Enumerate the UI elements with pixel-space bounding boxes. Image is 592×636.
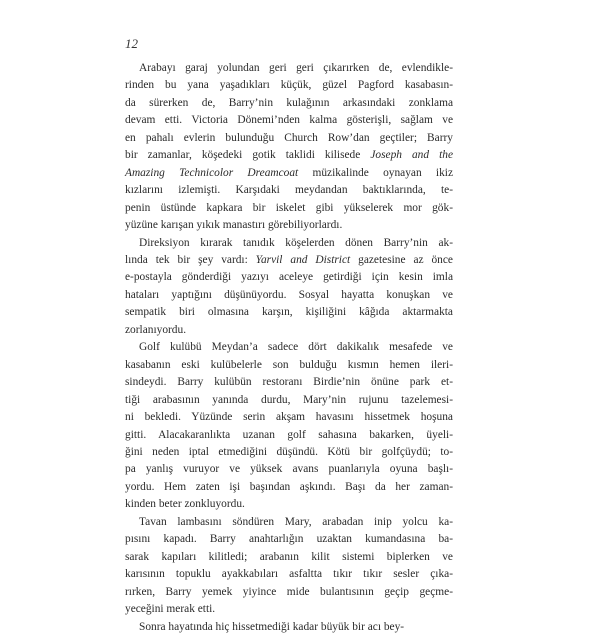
text-line (125, 200, 453, 217)
paragraph (125, 339, 453, 514)
text-line (125, 217, 453, 234)
text-run: müzikalinde oynayan ikiz (298, 166, 454, 179)
text-line (125, 549, 453, 566)
text-line (125, 182, 453, 199)
page-number: 12 (125, 36, 138, 51)
text-run: yüzüne karışan yıkık manastırı görebiliyorlardı. (125, 219, 343, 232)
text-line (125, 235, 453, 252)
text-run: karısının topuklu ayakkabıları asfaltta tıkır tıkır sesler çıka- (125, 568, 453, 581)
text-run: sempatik biri olmasına karşın, kişiliğini kâğıda aktarmakta (125, 306, 453, 319)
text-line (125, 409, 453, 426)
text-run: kinden beter zonkluyordu. (125, 498, 245, 511)
text-line (125, 584, 453, 601)
paragraph (125, 619, 453, 636)
text-run: kızlarını izlemişti. Karşıdaki meydandan baktıklarında, te- (125, 184, 453, 197)
text-line (125, 287, 453, 304)
text-run: Sonra hayatında hiç hissetmediği kadar büyük bir acı bey- (139, 620, 405, 633)
text-run: ni bekledi. Yüzünde serin akşam havasını hissetmek hoşuna (125, 411, 453, 424)
text-run: pa yanlış vuruyor ve yüksek avans puanlarıyla oyuna başlı- (125, 463, 453, 476)
text-run: pısını kapadı. Barry anahtarlığın uzaktan kumandasına ba- (125, 533, 453, 546)
italic-title: Joseph and the (370, 149, 453, 162)
text-line (125, 392, 453, 409)
text-line (125, 514, 453, 531)
text-line (125, 95, 453, 112)
text-run: Direksiyon kırarak tanıdık köşelerden dönen Barry’nin ak- (139, 236, 453, 249)
text-line (125, 566, 453, 583)
text-run: devam etti. Victoria Dönemi’nden kalma gösterişli, sağlam ve (125, 114, 453, 127)
text-run: ğini neden iptal etmediğini düşündü. Kötü bir golfçüydü; to- (125, 445, 453, 458)
text-run: penin üstünde kapkara bir iskelet gibi yükselerek mor gök- (125, 201, 453, 214)
text-line (125, 461, 453, 478)
text-run: bir zamanlar, köşedeki gotik taklidi kilisede (125, 149, 371, 162)
italic-title: Yarvil and District (255, 253, 351, 266)
text-run: en pahalı evlerin bulunduğu Church Row’dan geçtiler; Barry (125, 131, 453, 144)
text-run: e-postayla gönderdiği yazıyı aceleye getirdiği için kesin imla (125, 271, 453, 284)
text-run: sindeydi. Barry kulübün restoranı Birdie’nin önüne park et- (125, 376, 453, 389)
text-line (125, 496, 453, 513)
text-line (125, 357, 453, 374)
text-line (125, 269, 453, 286)
text-run: Arabayı garaj yolundan geri geri çıkarırken de, evlendikle- (139, 62, 453, 74)
text-run: yordu. Hem zaten işi başından aşkındı. Başı da her zaman- (125, 480, 453, 493)
italic-title: Amazing Technicolor Dreamcoat (125, 166, 299, 179)
text-run: tiği arabasının yanında durdu, Mary’nin rujunu tazelemesi- (125, 393, 453, 406)
text-line (125, 427, 453, 444)
text-line (125, 601, 453, 618)
text-line (125, 165, 453, 182)
body-text (125, 60, 453, 636)
text-line (125, 77, 453, 94)
text-line (125, 619, 453, 636)
text-run: hataları yaptığını düşünüyordu. Sosyal hayatta konuşkan ve (125, 288, 453, 301)
paragraph (125, 235, 453, 340)
text-line (125, 322, 453, 339)
text-line (125, 339, 453, 356)
text-run: da sürerken de, Barry’nin kulağının arkasındaki zonklama (125, 96, 453, 109)
text-run: yeceğini merak etti. (125, 603, 216, 616)
text-run: gitti. Alacakaranlıkta uzanan golf sahasına bakarken, üyeli- (125, 428, 453, 441)
text-run: Tavan lambasını söndüren Mary, arabadan inip yolcu ka- (139, 515, 453, 528)
text-line (125, 147, 453, 164)
text-run: kasabanın eski kulübelerle son bulduğu kısmın hemen ileri- (125, 358, 453, 371)
text-run: zorlanıyordu. (125, 323, 187, 336)
text-line (125, 479, 453, 496)
text-line (125, 252, 453, 269)
text-run: sarak kapıları kilitledi; arabanın kilit sistemi biplerken ve (125, 550, 453, 563)
text-line (125, 130, 453, 147)
text-run: rinden bu yana yaşadıkları küçük, güzel Pagford kasabasın- (125, 79, 453, 92)
text-line (125, 112, 453, 129)
text-line (125, 304, 453, 321)
text-run: lında tek bir şey vardı: (125, 253, 256, 266)
text-line (125, 531, 453, 548)
text-line (125, 374, 453, 391)
text-line (125, 60, 453, 77)
paragraph (125, 60, 453, 235)
text-run: Golf kulübü Meydan’a sadece dört dakikalık mesafede ve (139, 341, 453, 354)
text-run: rırken, Barry yemek yiyince mide bulantısının geçip geçme- (125, 585, 453, 598)
text-run: gazetesine az önce (350, 253, 453, 266)
paragraph (125, 514, 453, 619)
text-line (125, 444, 453, 461)
